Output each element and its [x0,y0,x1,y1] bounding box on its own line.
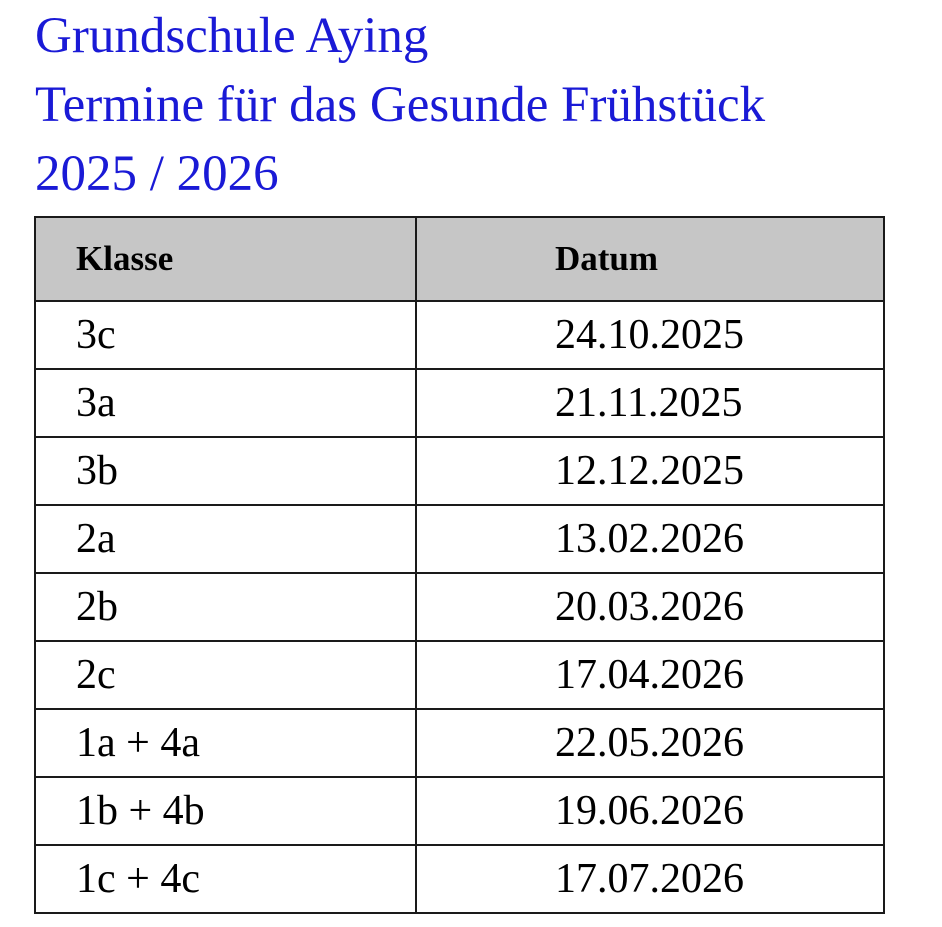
date-cell: 13.02.2026 [416,505,884,573]
date-cell: 21.11.2025 [416,369,884,437]
table-row [35,437,884,505]
date-cell: 20.03.2026 [416,573,884,641]
table-row [35,641,884,709]
class-cell: 3c [35,301,416,369]
table-row [35,573,884,641]
date-cell: 12.12.2025 [416,437,884,505]
schedule-table [34,216,885,914]
date-cell: 17.04.2026 [416,641,884,709]
document-header [35,2,765,209]
date-cell: 17.07.2026 [416,845,884,913]
table-row [35,777,884,845]
column-header-klasse: Klasse [35,217,416,301]
date-cell: 22.05.2026 [416,709,884,777]
school-name: Grundschule Aying [35,8,429,64]
class-cell: 3a [35,369,416,437]
table-row [35,709,884,777]
document-title: Termine für das Gesunde Frühstück [35,77,766,133]
class-cell: 1b + 4b [35,777,416,845]
column-header-datum: Datum [416,217,884,301]
school-year: 2025 / 2026 [35,146,279,202]
table-row [35,369,884,437]
table-body [35,301,884,913]
class-cell: 3b [35,437,416,505]
table-row [35,845,884,913]
class-cell: 2c [35,641,416,709]
class-cell: 2b [35,573,416,641]
class-cell: 1c + 4c [35,845,416,913]
date-cell: 19.06.2026 [416,777,884,845]
table-row [35,301,884,369]
class-cell: 2a [35,505,416,573]
date-cell: 24.10.2025 [416,301,884,369]
class-cell: 1a + 4a [35,709,416,777]
table-row [35,505,884,573]
table-header [35,217,884,301]
header-row [35,217,884,301]
